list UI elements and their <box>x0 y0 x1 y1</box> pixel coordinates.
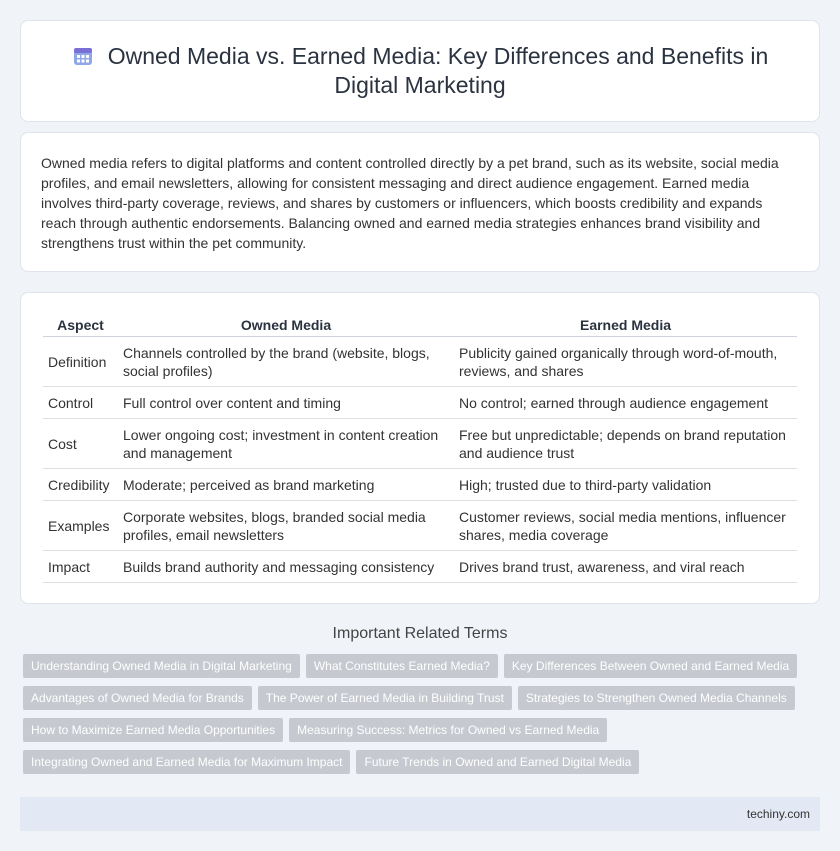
owned-cell: Corporate websites, blogs, branded social media profiles, email newsletters <box>118 501 454 551</box>
related-terms-title: Important Related Terms <box>332 625 508 642</box>
related-term-link[interactable]: Advantages of Owned Media for Brands <box>23 686 252 710</box>
owned-cell: Channels controlled by the brand (website, blogs, social profiles) <box>118 337 454 387</box>
calendar-grid-icon <box>72 45 94 67</box>
related-term-link[interactable]: The Power of Earned Media in Building Trust <box>258 686 512 710</box>
related-term-link[interactable]: Understanding Owned Media in Digital Marketing <box>23 654 300 678</box>
aspect-cell: Definition <box>43 337 118 387</box>
title-card <box>20 20 820 122</box>
table-header-row <box>43 313 797 337</box>
aspect-cell: Cost <box>43 419 118 469</box>
table-row <box>43 387 797 419</box>
header-aspect: Aspect <box>43 313 118 337</box>
table-row <box>43 419 797 469</box>
owned-cell: Builds brand authority and messaging consistency <box>118 551 454 583</box>
comparison-table <box>43 313 797 583</box>
related-term-link[interactable]: Key Differences Between Owned and Earned Media <box>504 654 797 678</box>
header-earned-media: Earned Media <box>454 313 797 337</box>
earned-cell: Customer reviews, social media mentions, influencer shares, media coverage <box>454 501 797 551</box>
related-term-link[interactable]: How to Maximize Earned Media Opportunities <box>23 718 283 742</box>
comparison-table-card <box>20 292 820 604</box>
related-term-link[interactable]: What Constitutes Earned Media? <box>306 654 498 678</box>
related-terms-list <box>20 654 820 782</box>
aspect-cell: Control <box>43 387 118 419</box>
intro-card <box>20 132 820 272</box>
aspect-cell: Examples <box>43 501 118 551</box>
footer <box>20 797 820 831</box>
related-term-link[interactable]: Integrating Owned and Earned Media for Maximum Impact <box>23 750 350 774</box>
related-term-link[interactable]: Future Trends in Owned and Earned Digital Media <box>356 750 639 774</box>
earned-cell: High; trusted due to third-party validation <box>454 469 797 501</box>
footer-brand: techiny.com <box>746 807 810 821</box>
related-term-link[interactable]: Measuring Success: Metrics for Owned vs Earned Media <box>289 718 607 742</box>
related-term-link[interactable]: Strategies to Strengthen Owned Media Channels <box>518 686 795 710</box>
earned-cell: No control; earned through audience engagement <box>454 387 797 419</box>
table-row <box>43 501 797 551</box>
owned-cell: Moderate; perceived as brand marketing <box>118 469 454 501</box>
table-row <box>43 469 797 501</box>
owned-cell: Full control over content and timing <box>118 387 454 419</box>
page-title-text: Owned Media vs. Earned Media: Key Differences and Benefits in Digital Marketing <box>107 43 769 98</box>
owned-cell: Lower ongoing cost; investment in content creation and management <box>118 419 454 469</box>
table-row <box>43 337 797 387</box>
table-row <box>43 551 797 583</box>
aspect-cell: Credibility <box>43 469 118 501</box>
intro-paragraph: Owned media refers to digital platforms and content controlled directly by a pet brand, such as its website, social media profiles, and email newsletters, allowing for consistent messaging and direct audience engagement. Earned media involves third-party coverage, reviews, and shares by customers or influencers, which boosts credibility and expands reach through authentic endorsements. Balancing owned and earned media strategies enhances brand visibility and strengthens trust within the pet community. <box>41 155 779 251</box>
page-title <box>61 42 779 100</box>
header-owned-media: Owned Media <box>118 313 454 337</box>
earned-cell: Free but unpredictable; depends on brand reputation and audience trust <box>454 419 797 469</box>
earned-cell: Drives brand trust, awareness, and viral reach <box>454 551 797 583</box>
aspect-cell: Impact <box>43 551 118 583</box>
earned-cell: Publicity gained organically through word-of-mouth, reviews, and shares <box>454 337 797 387</box>
